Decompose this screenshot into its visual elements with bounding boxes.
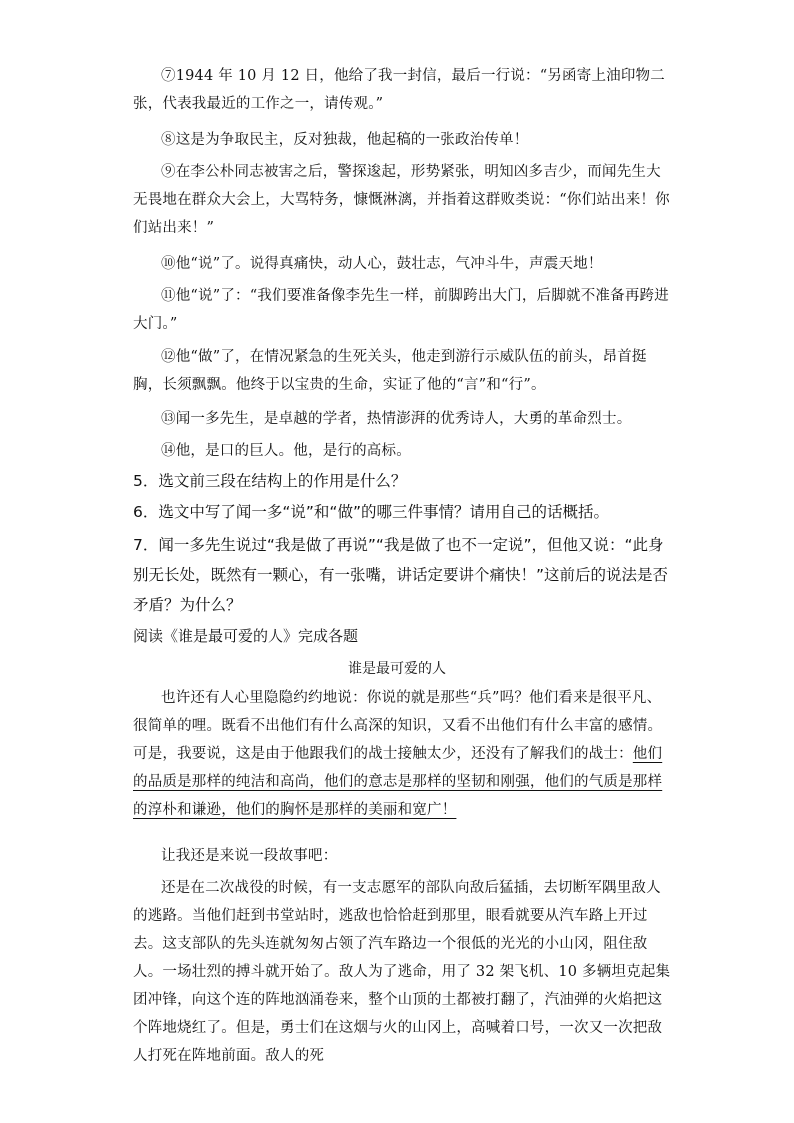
paragraph-9: ⑨在李公朴同志被害之后，警探逡起，形势紧张，明知凶多吉少，而闻先生大无畏地在群众大会上，大骂特务，慷慨淋漓，并指着这群败类说：“你们站出来！你们站出来！” [133,164,670,236]
question-7: 7．闻一多先生说过“我是做了再说”“我是做了也不一定说”，但他又说：“此身别无长处，既然有一颗心，有一张嘴，讲话定要讲个痛快！”这前后的说法是否矛盾？为什么？ [133,536,669,614]
underlined-passage: 他们的品质是那样的纯洁和高尚，他们的意志是那样的坚韧和刚强，他们的气质是那样的淳朴和谦逊，他们的胸怀是那样的美丽和宽广！ [133,746,663,818]
paragraph-10: ⑩他“说”了。说得真痛快，动人心，鼓壮志，气冲斗牛，声震天地！ [161,256,603,272]
question-6: 6．选文中写了闻一多“说”和“做”的哪三件事情？请用自己的话概括。 [133,503,609,521]
question-5: 5．选文前三段在结构上的作用是什么？ [133,472,407,490]
paragraph-1-text: 也许还有人心里隐隐约约地说：你说的就是那些“兵”吗？他们看来是很平凡、很简单的哩。既看不出他们有什么高深的知识，又看不出他们有什么丰富的感情。可是，我要说，这是由于他跟我们的战士接触太少，还没有了解我们的战士： [133,690,663,762]
paragraph-13: ⑬闻一多先生，是卓越的学者，热情澎湃的优秀诗人，大勇的革命烈士。 [161,411,632,427]
paragraph-11: ⑪他“说”了：“我们要准备像李先生一样，前脚跨出大门，后脚就不准备再跨进大门。” [133,288,669,332]
paragraph-7: ⑦1944 年 10 月 12 日，他给了我一封信，最后一行说：“另函寄上油印物二张，代表我最近的工作之一，请传观。” [133,68,665,112]
paragraph-12: ⑫他“做”了，在情况紧急的生死关头，他走到游行示威队伍的前头，昂首挺胸，长须飘飘。他终于以宝贵的生命，实证了他的“言”和“行”。 [133,349,647,393]
article-paragraph-3: 还是在二次战役的时候，有一支志愿军的部队向敌后猛插，去切断军隅里敌人的逃路。当他们赶到书堂站时，逃敌也恰恰赶到那里，眼看就要从汽车路上开过去。这支部队的先头连就匆匆占领了汽车路边一个很低的光光的小山冈，阻住敌人。一场壮烈的搏斗就开始了。敌人为了逃命，用了 32 架飞机、10 多辆坦克起集团冲锋，向这个连的阵地汹涌卷来，整个山顶的土都被打翻了，汽油弹的火焰把这个阵地烧红了。但是，勇士们在这烟与火的山冈上，高喊着口号，一次又一次把敌人打死在阵地前面。敌人的死 [133,880,671,1064]
article-paragraph-1 [133,684,673,824]
paragraph-8: ⑧这是为争取民主，反对独裁，他起稿的一张政治传单！ [161,132,529,148]
paragraph-14: ⑭他，是口的巨人。他，是行的高标。 [161,443,411,459]
article-title: 谁是最可爱的人 [348,661,446,677]
article-paragraph-2: 让我还是来说一段故事吧： [161,848,338,864]
section-heading: 阅读《谁是最可爱的人》完成各题 [133,627,359,645]
